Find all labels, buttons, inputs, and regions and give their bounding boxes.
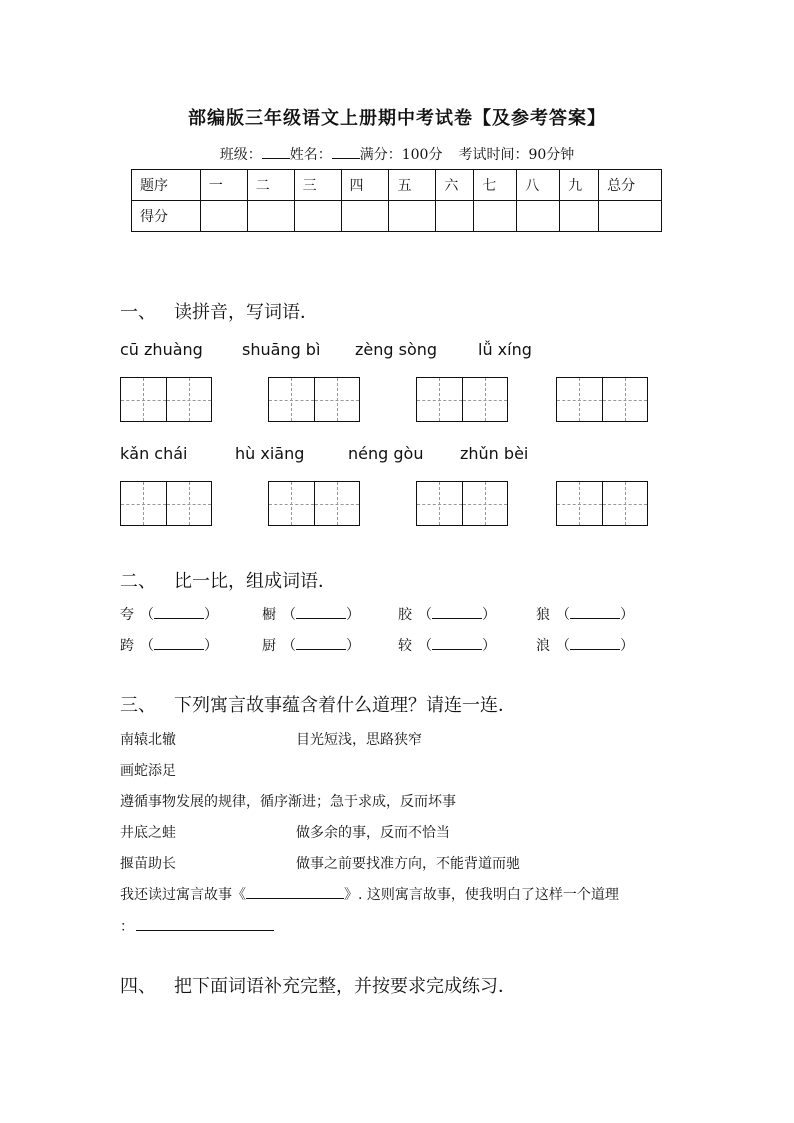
score-cell[interactable]: [389, 201, 436, 232]
compare-item: [536, 604, 634, 624]
writing-grid[interactable]: [120, 377, 212, 422]
score-table: [131, 169, 662, 232]
class-blank[interactable]: [262, 144, 290, 159]
section2-heading: [120, 567, 336, 593]
pinyin-item: cū zhuàng: [120, 340, 203, 359]
compare-char: 夸: [120, 607, 134, 623]
moral-right-item[interactable]: 做多余的事，反而不恰当: [296, 825, 450, 841]
table-cell: 总分: [599, 170, 662, 201]
score-cell[interactable]: [247, 201, 294, 232]
answer-blank[interactable]: [154, 606, 204, 619]
table-cell: 二: [247, 170, 294, 201]
read-prefix: 我还读过寓言故事《: [120, 887, 246, 903]
section3-heading: [120, 691, 516, 717]
writing-grid[interactable]: [416, 481, 508, 526]
pinyin-item: hù xiāng: [235, 444, 305, 463]
score-cell[interactable]: [436, 201, 474, 232]
fable-left-item[interactable]: 井底之蛙: [120, 825, 176, 841]
paren: （: [418, 638, 432, 654]
page-title: 部编版三年级语文上册期中考试卷【及参考答案】: [188, 108, 606, 129]
reason-line: [120, 916, 274, 936]
read-suffix: 》. 这则寓言故事，使我明白了这样一个道理: [344, 887, 619, 903]
compare-char: 狼: [536, 607, 550, 623]
section-title: 把下面词语补充完整，并按要求完成练习．: [174, 976, 516, 997]
table-cell: 八: [517, 170, 560, 201]
moral-right-item[interactable]: 目光短浅，思路狭窄: [296, 732, 422, 748]
paren: （: [418, 607, 432, 623]
table-cell: 六: [436, 170, 474, 201]
answer-blank[interactable]: [570, 606, 620, 619]
score-table-score-row: [132, 201, 662, 232]
score-cell[interactable]: [599, 201, 662, 232]
paren: ）: [204, 607, 218, 623]
section-number: 四、: [120, 976, 156, 997]
paren: ）: [482, 638, 496, 654]
score-cell[interactable]: [341, 201, 389, 232]
section-title: 读拼音，写词语．: [174, 302, 318, 323]
fable-name-blank[interactable]: [246, 884, 344, 899]
table-cell: 题序: [132, 170, 201, 201]
section-number: 三、: [120, 695, 156, 716]
answer-blank[interactable]: [296, 606, 346, 619]
table-cell: 得分: [132, 201, 201, 232]
score-cell[interactable]: [474, 201, 517, 232]
moral-right-item[interactable]: 做事之前要找准方向，不能背道而驰: [296, 856, 520, 872]
paren: ）: [346, 638, 360, 654]
score-table-header-row: [132, 170, 662, 201]
pinyin-item: lǚ xíng: [478, 340, 532, 359]
answer-blank[interactable]: [432, 637, 482, 650]
fable-left-item[interactable]: 画蛇添足: [120, 763, 176, 779]
exam-info: [0, 144, 794, 164]
compare-char: 厨: [262, 638, 276, 654]
paren: （: [282, 607, 296, 623]
table-cell: 五: [389, 170, 436, 201]
compare-char: 橱: [262, 607, 276, 623]
score-cell[interactable]: [294, 201, 341, 232]
compare-item: [262, 635, 360, 655]
name-blank[interactable]: [332, 144, 360, 159]
table-cell: 四: [341, 170, 389, 201]
compare-char: 胶: [398, 607, 412, 623]
section4-heading: [120, 972, 516, 998]
compare-item: [398, 604, 496, 624]
read-fable-line: [120, 884, 619, 904]
compare-char: 浪: [536, 638, 550, 654]
compare-item: [398, 635, 496, 655]
table-cell: 七: [474, 170, 517, 201]
pinyin-item: zhǔn bèi: [460, 444, 529, 463]
colon: ：: [120, 919, 134, 935]
compare-char: 跨: [120, 638, 134, 654]
compare-item: [120, 635, 218, 655]
table-cell: 一: [200, 170, 247, 201]
compare-char: 较: [398, 638, 412, 654]
compare-item: [262, 604, 360, 624]
paren: ）: [620, 638, 634, 654]
score-cell[interactable]: [560, 201, 599, 232]
paren: （: [140, 638, 154, 654]
score-cell[interactable]: [517, 201, 560, 232]
class-label: 班级：: [219, 147, 262, 163]
full-score: 满分：100分: [359, 147, 443, 163]
answer-blank[interactable]: [154, 637, 204, 650]
writing-grid[interactable]: [556, 481, 648, 526]
fable-left-item[interactable]: 南辕北辙: [120, 732, 176, 748]
paren: ）: [204, 638, 218, 654]
moral-right-item[interactable]: 遵循事物发展的规律，循序渐进；急于求成，反而坏事: [120, 794, 456, 810]
section-number: 一、: [120, 302, 156, 323]
table-cell: 三: [294, 170, 341, 201]
answer-blank[interactable]: [570, 637, 620, 650]
fable-left-item[interactable]: 揠苗助长: [120, 856, 176, 872]
paren: ）: [482, 607, 496, 623]
score-cell[interactable]: [200, 201, 247, 232]
pinyin-item: zèng sòng: [355, 340, 438, 359]
pinyin-item: néng gòu: [348, 444, 424, 463]
paren: ）: [620, 607, 634, 623]
paren: （: [140, 607, 154, 623]
answer-blank[interactable]: [296, 637, 346, 650]
paren: ）: [346, 607, 360, 623]
section-title: 比一比，组成词语．: [174, 571, 336, 592]
paren: （: [282, 638, 296, 654]
writing-grid[interactable]: [416, 377, 508, 422]
compare-item: [120, 604, 218, 624]
pinyin-item: shuāng bì: [242, 340, 321, 359]
writing-grid[interactable]: [556, 377, 648, 422]
paren: （: [556, 607, 570, 623]
compare-item: [536, 635, 634, 655]
section-number: 二、: [120, 571, 156, 592]
writing-grid[interactable]: [268, 481, 360, 526]
answer-blank[interactable]: [432, 606, 482, 619]
pinyin-item: kǎn chái: [120, 444, 188, 463]
reason-blank[interactable]: [136, 916, 274, 931]
paren: （: [556, 638, 570, 654]
name-label: 姓名：: [289, 147, 332, 163]
writing-grid[interactable]: [268, 377, 360, 422]
exam-time: 考试时间：90分钟: [458, 147, 575, 163]
writing-grid[interactable]: [120, 481, 212, 526]
section-title: 下列寓言故事蕴含着什么道理？请连一连．: [174, 695, 516, 716]
table-cell: 九: [560, 170, 599, 201]
section1-heading: [120, 298, 318, 324]
